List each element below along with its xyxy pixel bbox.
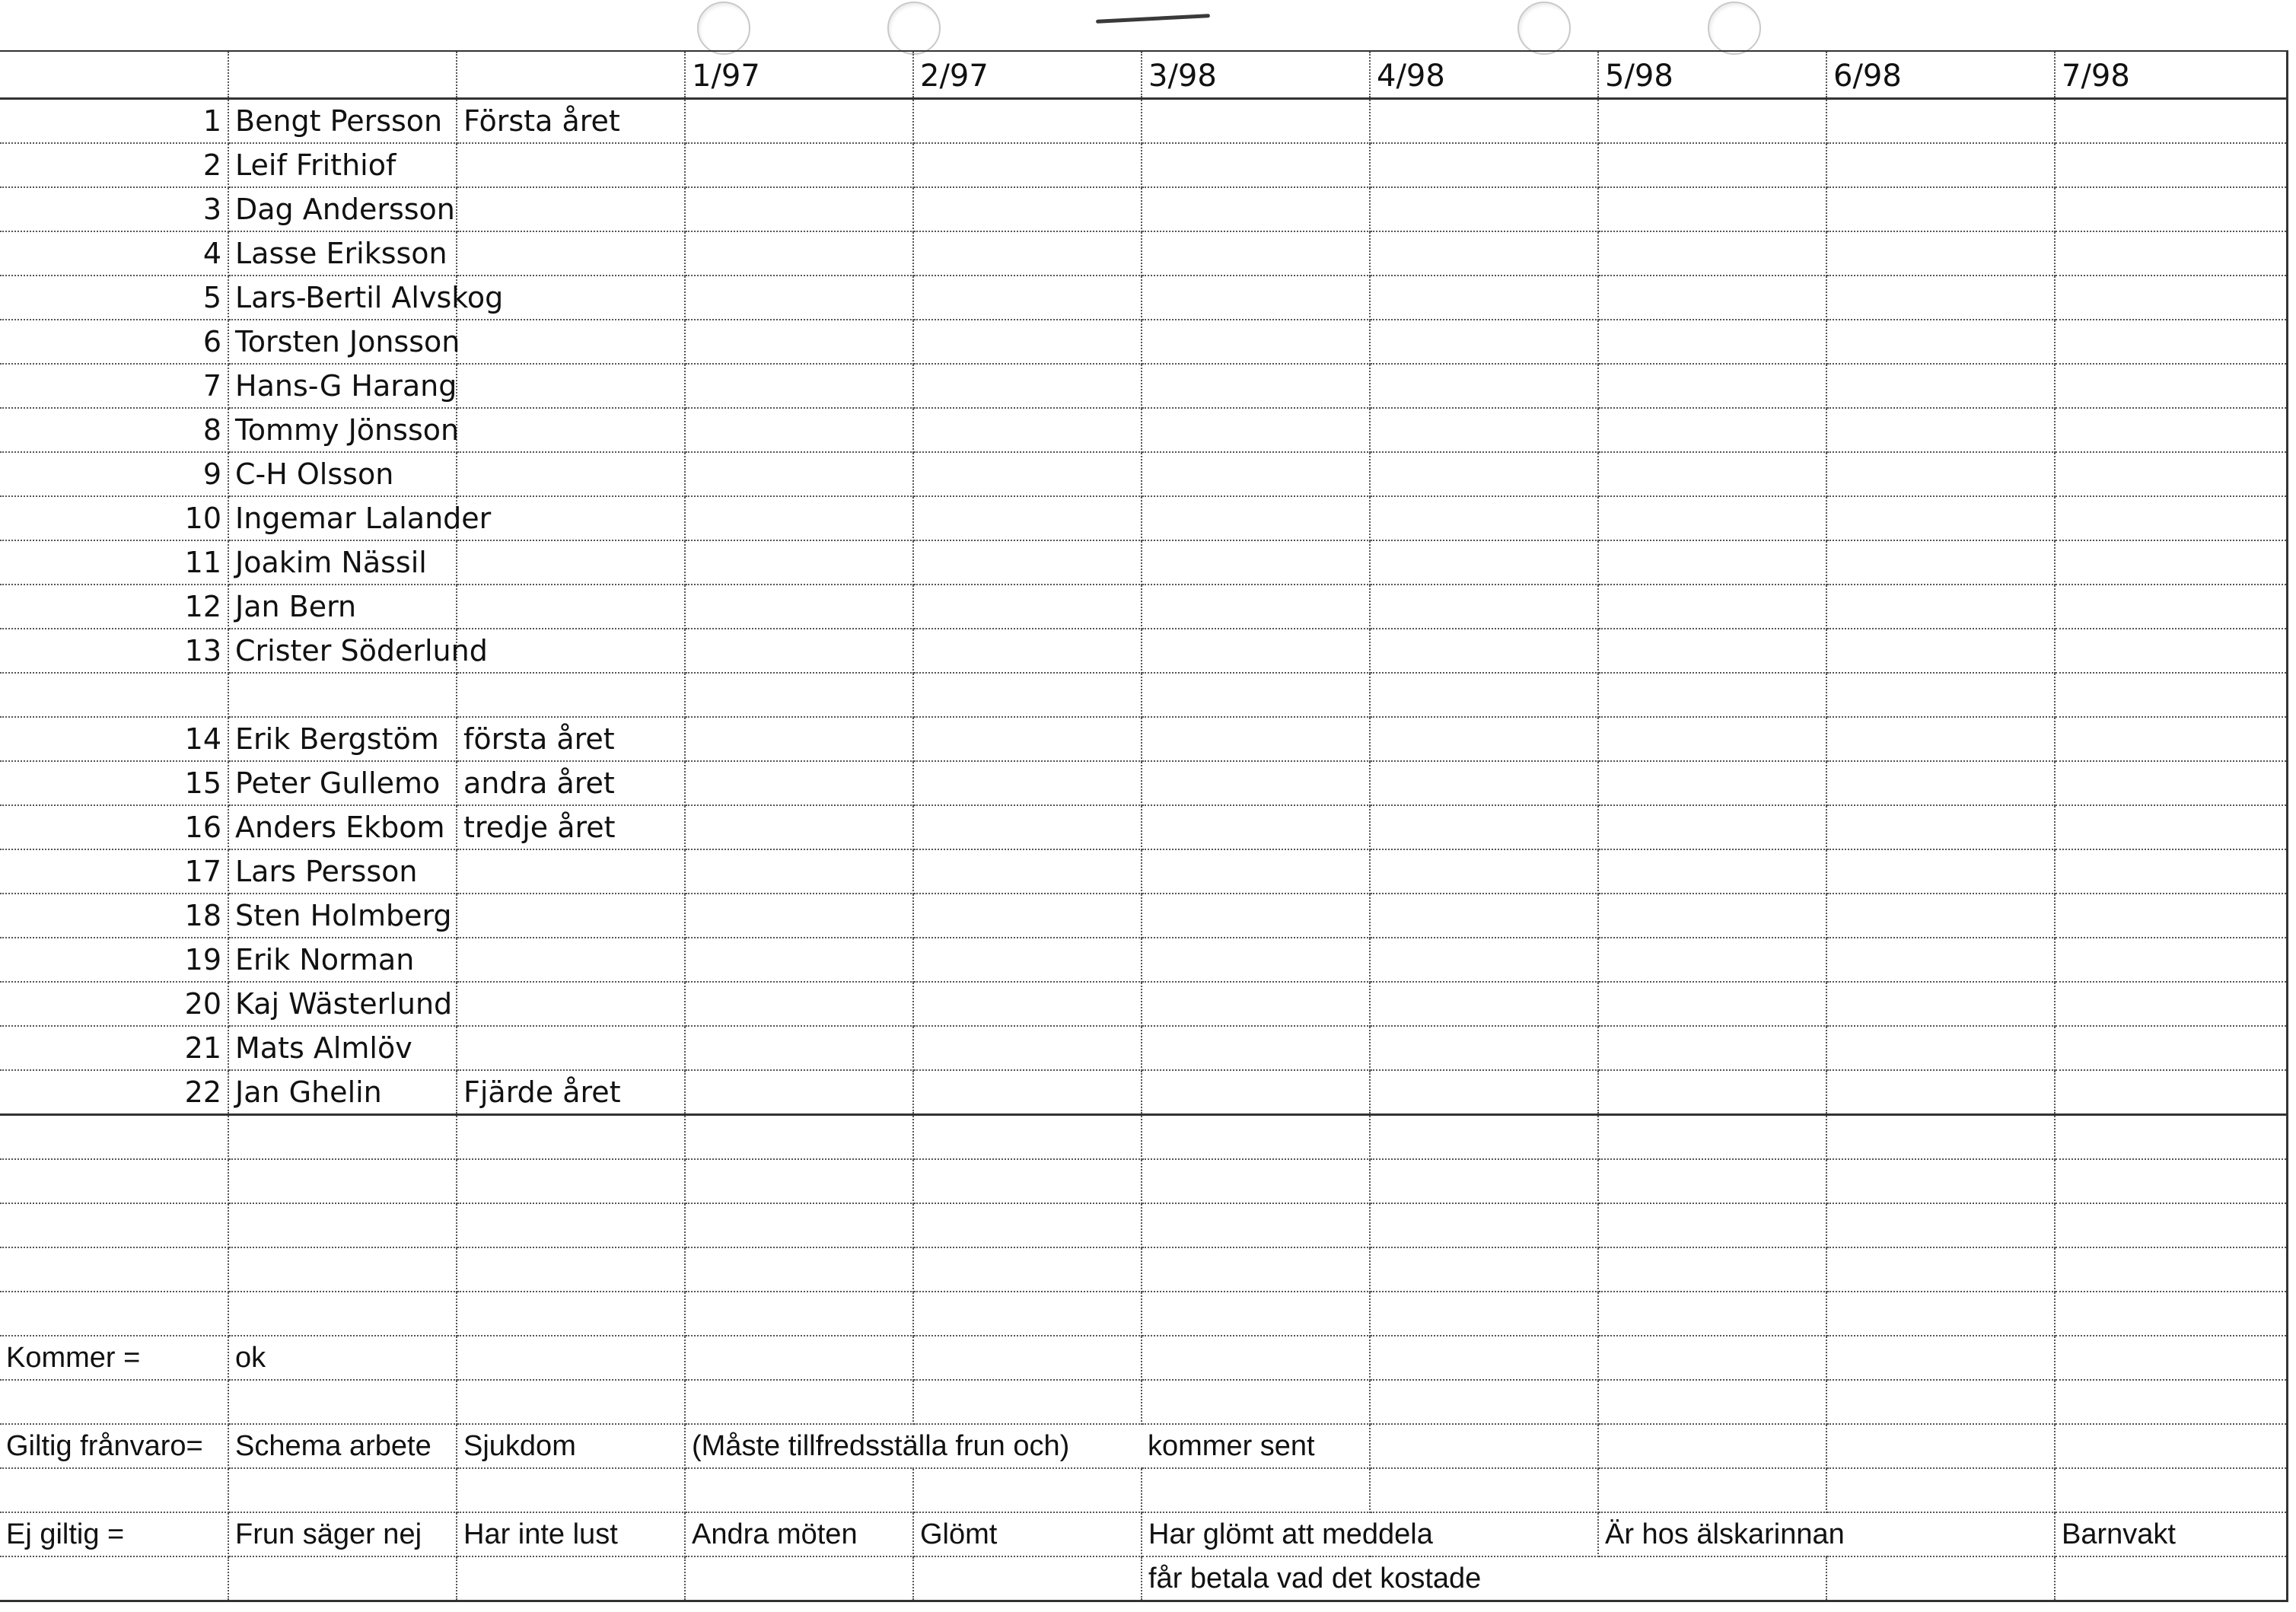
attendance-cell[interactable]	[1370, 231, 1598, 276]
attendance-cell[interactable]	[1142, 894, 1370, 938]
attendance-cell[interactable]	[1370, 761, 1598, 805]
member-name: Lasse Eriksson	[228, 231, 457, 276]
attendance-cell[interactable]	[685, 143, 913, 187]
attendance-cell[interactable]	[1370, 805, 1598, 849]
member-name: Crister Söderlund	[228, 629, 457, 673]
attendance-cell[interactable]	[685, 1026, 913, 1070]
attendance-cell[interactable]	[2055, 673, 2287, 717]
attendance-cell[interactable]	[2055, 364, 2287, 408]
attendance-cell[interactable]	[1826, 673, 2055, 717]
member-year	[457, 320, 685, 364]
attendance-cell[interactable]	[685, 540, 913, 585]
attendance-cell[interactable]	[913, 99, 1142, 144]
attendance-cell[interactable]	[685, 894, 913, 938]
attendance-cell[interactable]	[1142, 982, 1370, 1026]
member-year: andra året	[457, 761, 685, 805]
member-row	[0, 99, 2287, 144]
header-cell-number	[0, 51, 228, 99]
giltig-reason-sjukdom: Sjukdom	[457, 1424, 685, 1468]
attendance-cell[interactable]	[1370, 585, 1598, 629]
attendance-cell[interactable]	[2055, 585, 2287, 629]
header-cell-name	[228, 51, 457, 99]
attendance-cell[interactable]	[1142, 585, 1370, 629]
member-year	[457, 452, 685, 496]
member-number: 2	[0, 143, 228, 187]
member-number: 5	[0, 276, 228, 320]
attendance-cell[interactable]	[913, 894, 1142, 938]
member-year	[457, 364, 685, 408]
header-cell-year	[457, 51, 685, 99]
member-year	[457, 540, 685, 585]
member-name: C-H Olsson	[228, 452, 457, 496]
attendance-cell[interactable]	[1142, 1070, 1370, 1115]
member-name: Tommy Jönsson	[228, 408, 457, 452]
member-name: Torsten Jonsson	[228, 320, 457, 364]
attendance-cell[interactable]	[685, 673, 913, 717]
attendance-cell[interactable]	[1598, 408, 1826, 452]
member-year	[457, 231, 685, 276]
attendance-cell[interactable]	[1142, 717, 1370, 761]
member-name: Bengt Persson	[228, 99, 457, 144]
attendance-cell[interactable]	[913, 1026, 1142, 1070]
ej-giltig-reason-frun: Frun säger nej	[228, 1512, 457, 1556]
attendance-cell[interactable]	[1598, 894, 1826, 938]
attendance-cell[interactable]	[1142, 231, 1370, 276]
attendance-cell[interactable]	[1598, 938, 1826, 982]
attendance-cell[interactable]	[685, 982, 913, 1026]
blank-row	[0, 1468, 2287, 1512]
attendance-cell[interactable]	[685, 938, 913, 982]
attendance-cell[interactable]	[2055, 452, 2287, 496]
ej-giltig-reason-barnvakt: Barnvakt	[2055, 1512, 2287, 1556]
member-year: tredje året	[457, 805, 685, 849]
attendance-cell[interactable]	[1598, 187, 1826, 231]
blank-row	[0, 1292, 2287, 1336]
attendance-cell[interactable]	[913, 982, 1142, 1026]
attendance-cell[interactable]	[1370, 849, 1598, 894]
attendance-cell[interactable]	[1826, 761, 2055, 805]
member-row	[0, 805, 2287, 849]
member-name: Anders Ekbom	[228, 805, 457, 849]
member-number: 4	[0, 231, 228, 276]
attendance-cell[interactable]	[1826, 452, 2055, 496]
member-row	[0, 276, 2287, 320]
member-name: Hans-G Harang	[228, 364, 457, 408]
attendance-cell[interactable]	[1598, 1026, 1826, 1070]
attendance-cell[interactable]	[1826, 849, 2055, 894]
attendance-cell[interactable]	[685, 452, 913, 496]
attendance-cell[interactable]	[913, 761, 1142, 805]
member-name: Kaj Wästerlund	[228, 982, 457, 1026]
attendance-cell[interactable]	[1370, 894, 1598, 938]
attendance-cell[interactable]	[1370, 717, 1598, 761]
member-row	[0, 585, 2287, 629]
member-row	[0, 452, 2287, 496]
giltig-label: Giltig frånvaro=	[0, 1424, 228, 1468]
attendance-cell[interactable]	[1598, 717, 1826, 761]
attendance-cell[interactable]	[1142, 452, 1370, 496]
attendance-cell[interactable]	[1826, 540, 2055, 585]
member-row	[0, 364, 2287, 408]
attendance-cell[interactable]	[1142, 320, 1370, 364]
member-row	[0, 1070, 2287, 1115]
legend-kommer-row	[0, 1336, 2287, 1380]
member-row	[0, 938, 2287, 982]
blank-row	[0, 1380, 2287, 1424]
punch-hole-2	[887, 2, 941, 55]
attendance-cell[interactable]	[2055, 276, 2287, 320]
attendance-cell[interactable]	[1598, 143, 1826, 187]
period-header-4: 4/98	[1370, 51, 1598, 99]
legend-ej-giltig-row	[0, 1512, 2287, 1556]
header-row	[0, 51, 2287, 99]
attendance-cell[interactable]	[1826, 805, 2055, 849]
attendance-cell[interactable]	[2055, 496, 2287, 540]
attendance-cell[interactable]	[685, 629, 913, 673]
member-year	[457, 585, 685, 629]
attendance-cell[interactable]	[685, 364, 913, 408]
member-number: 6	[0, 320, 228, 364]
attendance-cell[interactable]	[685, 805, 913, 849]
punch-hole-3	[1517, 2, 1571, 55]
attendance-cell[interactable]	[1142, 1026, 1370, 1070]
attendance-cell[interactable]	[1370, 1026, 1598, 1070]
attendance-cell[interactable]	[685, 320, 913, 364]
attendance-cell[interactable]	[685, 717, 913, 761]
member-name: Jan Ghelin	[228, 1070, 457, 1115]
member-row	[0, 187, 2287, 231]
attendance-cell[interactable]	[913, 717, 1142, 761]
member-number: 19	[0, 938, 228, 982]
attendance-cell[interactable]	[1370, 1070, 1598, 1115]
attendance-cell[interactable]	[913, 629, 1142, 673]
member-number: 22	[0, 1070, 228, 1115]
attendance-cell[interactable]	[2055, 187, 2287, 231]
attendance-cell[interactable]	[1370, 540, 1598, 585]
blank-row	[0, 1203, 2287, 1247]
ej-giltig-reason-moten: Andra möten	[685, 1512, 913, 1556]
period-header-5: 5/98	[1598, 51, 1826, 99]
attendance-cell[interactable]	[685, 276, 913, 320]
attendance-cell[interactable]	[913, 938, 1142, 982]
member-year	[457, 1026, 685, 1070]
attendance-cell[interactable]	[1142, 805, 1370, 849]
member-year	[457, 673, 685, 717]
ej-giltig-reason-lust: Har inte lust	[457, 1512, 685, 1556]
ej-giltig-reason-alskarinnan: Är hos älskarinnan	[1598, 1512, 1826, 1556]
attendance-cell[interactable]	[913, 673, 1142, 717]
attendance-cell[interactable]	[1826, 143, 2055, 187]
member-name: Joakim Nässil	[228, 540, 457, 585]
attendance-cell[interactable]	[2055, 629, 2287, 673]
attendance-cell[interactable]	[913, 143, 1142, 187]
period-header-2: 2/97	[913, 51, 1142, 99]
member-row	[0, 408, 2287, 452]
member-name: Erik Bergstöm	[228, 717, 457, 761]
attendance-cell[interactable]	[1826, 99, 2055, 144]
member-number: 16	[0, 805, 228, 849]
attendance-cell[interactable]	[913, 496, 1142, 540]
member-row	[0, 231, 2287, 276]
attendance-cell[interactable]	[1142, 496, 1370, 540]
giltig-reason-schema: Schema arbete	[228, 1424, 457, 1468]
attendance-cell[interactable]	[1142, 673, 1370, 717]
attendance-cell[interactable]	[913, 276, 1142, 320]
member-row	[0, 849, 2287, 894]
member-year	[457, 982, 685, 1026]
attendance-cell[interactable]	[1598, 673, 1826, 717]
blank-row	[0, 1247, 2287, 1292]
member-row	[0, 320, 2287, 364]
member-number: 14	[0, 717, 228, 761]
attendance-cell[interactable]	[1598, 540, 1826, 585]
attendance-cell[interactable]	[1370, 673, 1598, 717]
attendance-cell[interactable]	[2055, 717, 2287, 761]
member-row	[0, 540, 2287, 585]
attendance-cell[interactable]	[2055, 320, 2287, 364]
attendance-cell[interactable]	[1598, 276, 1826, 320]
attendance-cell[interactable]	[1370, 143, 1598, 187]
attendance-cell[interactable]	[1598, 761, 1826, 805]
attendance-cell[interactable]	[2055, 761, 2287, 805]
attendance-cell[interactable]	[1598, 496, 1826, 540]
attendance-cell[interactable]	[1598, 99, 1826, 144]
attendance-cell[interactable]	[913, 408, 1142, 452]
legend-note-row	[0, 1556, 2287, 1601]
member-row	[0, 496, 2287, 540]
member-number: 17	[0, 849, 228, 894]
attendance-cell[interactable]	[1826, 629, 2055, 673]
attendance-cell[interactable]	[2055, 540, 2287, 585]
punch-hole-1	[697, 2, 750, 55]
attendance-cell[interactable]	[685, 761, 913, 805]
attendance-cell[interactable]	[2055, 894, 2287, 938]
attendance-table	[0, 50, 2288, 1602]
member-number: 13	[0, 629, 228, 673]
attendance-cell[interactable]	[1370, 320, 1598, 364]
attendance-cell[interactable]	[1826, 496, 2055, 540]
attendance-cell[interactable]	[1826, 231, 2055, 276]
attendance-cell[interactable]	[2055, 1070, 2287, 1115]
blank-row	[0, 1115, 2287, 1160]
attendance-cell[interactable]	[1370, 276, 1598, 320]
attendance-cell[interactable]	[2055, 849, 2287, 894]
member-number: 9	[0, 452, 228, 496]
attendance-cell[interactable]	[1598, 805, 1826, 849]
attendance-cell[interactable]	[1598, 231, 1826, 276]
attendance-cell[interactable]	[1598, 585, 1826, 629]
attendance-cell[interactable]	[1826, 1070, 2055, 1115]
attendance-cell[interactable]	[2055, 805, 2287, 849]
attendance-cell[interactable]	[685, 187, 913, 231]
member-name: Peter Gullemo	[228, 761, 457, 805]
member-name: Leif Frithiof	[228, 143, 457, 187]
attendance-cell[interactable]	[913, 320, 1142, 364]
member-number: 7	[0, 364, 228, 408]
kommer-label: Kommer =	[0, 1336, 228, 1380]
member-year	[457, 629, 685, 673]
attendance-cell[interactable]	[1370, 452, 1598, 496]
member-year	[457, 894, 685, 938]
attendance-cell[interactable]	[1826, 938, 2055, 982]
blank-row	[0, 673, 2287, 717]
ej-giltig-reason-glomt: Glömt	[913, 1512, 1142, 1556]
member-year	[457, 143, 685, 187]
period-header-6: 6/98	[1826, 51, 2055, 99]
attendance-cell[interactable]	[685, 1070, 913, 1115]
attendance-cell[interactable]	[1370, 496, 1598, 540]
attendance-cell[interactable]	[913, 1070, 1142, 1115]
attendance-cell[interactable]	[685, 231, 913, 276]
member-row	[0, 629, 2287, 673]
attendance-cell[interactable]	[1142, 143, 1370, 187]
member-year: första året	[457, 717, 685, 761]
member-number	[0, 673, 228, 717]
member-row	[0, 1026, 2287, 1070]
member-row	[0, 982, 2287, 1026]
attendance-cell[interactable]	[1826, 717, 2055, 761]
member-year	[457, 187, 685, 231]
member-year	[457, 849, 685, 894]
attendance-cell[interactable]	[913, 187, 1142, 231]
attendance-cell[interactable]	[685, 408, 913, 452]
attendance-cell[interactable]	[685, 585, 913, 629]
attendance-cell[interactable]	[1142, 540, 1370, 585]
attendance-cell[interactable]	[1598, 1070, 1826, 1115]
attendance-cell[interactable]	[1370, 938, 1598, 982]
attendance-cell[interactable]	[1598, 629, 1826, 673]
giltig-reason-note: (Måste tillfredsställa frun och)	[685, 1424, 1142, 1468]
member-name: Erik Norman	[228, 938, 457, 982]
member-row	[0, 717, 2287, 761]
period-header-3: 3/98	[1142, 51, 1370, 99]
attendance-cell[interactable]	[2055, 143, 2287, 187]
kommer-value: ok	[228, 1336, 457, 1380]
legend-giltig-row	[0, 1424, 2287, 1468]
member-number: 21	[0, 1026, 228, 1070]
member-year: Fjärde året	[457, 1070, 685, 1115]
member-number: 11	[0, 540, 228, 585]
attendance-cell[interactable]	[2055, 982, 2287, 1026]
attendance-cell[interactable]	[913, 452, 1142, 496]
punch-hole-4	[1708, 2, 1761, 55]
member-row	[0, 894, 2287, 938]
attendance-cell[interactable]	[2055, 1026, 2287, 1070]
attendance-cell[interactable]	[1826, 408, 2055, 452]
attendance-cell[interactable]	[1826, 187, 2055, 231]
member-name: Sten Holmberg	[228, 894, 457, 938]
member-name	[228, 673, 457, 717]
member-name: Lars Persson	[228, 849, 457, 894]
attendance-cell[interactable]	[1142, 761, 1370, 805]
member-number: 3	[0, 187, 228, 231]
attendance-cell[interactable]	[1142, 408, 1370, 452]
blank-row	[0, 1159, 2287, 1203]
attendance-cell[interactable]	[1142, 629, 1370, 673]
attendance-cell[interactable]	[1370, 364, 1598, 408]
attendance-cell[interactable]	[2055, 231, 2287, 276]
attendance-cell[interactable]	[685, 849, 913, 894]
member-rows	[0, 99, 2287, 1115]
member-name: Mats Almlöv	[228, 1026, 457, 1070]
attendance-cell[interactable]	[1370, 629, 1598, 673]
attendance-cell[interactable]	[685, 99, 913, 144]
attendance-cell[interactable]	[1142, 99, 1370, 144]
member-name: Ingemar Lalander	[228, 496, 457, 540]
ej-giltig-reason-meddela: Har glömt att meddela	[1142, 1512, 1370, 1556]
attendance-cell[interactable]	[913, 364, 1142, 408]
period-header-1: 1/97	[685, 51, 913, 99]
attendance-cell[interactable]	[1598, 452, 1826, 496]
member-number: 18	[0, 894, 228, 938]
attendance-cell[interactable]	[1826, 364, 2055, 408]
attendance-cell[interactable]	[685, 496, 913, 540]
attendance-cell[interactable]	[913, 585, 1142, 629]
attendance-cell[interactable]	[1142, 938, 1370, 982]
member-row	[0, 761, 2287, 805]
attendance-cell[interactable]	[1826, 1026, 2055, 1070]
member-year: Första året	[457, 99, 685, 144]
attendance-cell[interactable]	[1826, 894, 2055, 938]
member-number: 12	[0, 585, 228, 629]
member-name: Dag Andersson	[228, 187, 457, 231]
member-year	[457, 938, 685, 982]
attendance-cell[interactable]	[1370, 187, 1598, 231]
attendance-cell[interactable]	[1142, 276, 1370, 320]
attendance-cell[interactable]	[2055, 408, 2287, 452]
member-number: 15	[0, 761, 228, 805]
member-name: Jan Bern	[228, 585, 457, 629]
attendance-cell[interactable]	[1826, 585, 2055, 629]
ej-giltig-note: får betala vad det kostade	[1142, 1556, 1598, 1601]
attendance-cell[interactable]	[1598, 849, 1826, 894]
staple-mark	[1096, 14, 1210, 24]
attendance-cell[interactable]	[2055, 938, 2287, 982]
member-number: 20	[0, 982, 228, 1026]
attendance-cell[interactable]	[1370, 982, 1598, 1026]
attendance-cell[interactable]	[1598, 320, 1826, 364]
ej-giltig-label: Ej giltig =	[0, 1512, 228, 1556]
member-name: Lars-Bertil Alvskog	[228, 276, 457, 320]
attendance-cell[interactable]	[2055, 99, 2287, 144]
member-number: 1	[0, 99, 228, 144]
attendance-sheet	[0, 50, 2287, 1603]
attendance-cell[interactable]	[1826, 276, 2055, 320]
attendance-cell[interactable]	[1142, 364, 1370, 408]
member-number: 8	[0, 408, 228, 452]
attendance-cell[interactable]	[913, 231, 1142, 276]
attendance-cell[interactable]	[1598, 364, 1826, 408]
attendance-cell[interactable]	[1142, 849, 1370, 894]
member-row	[0, 143, 2287, 187]
member-year	[457, 496, 685, 540]
member-number: 10	[0, 496, 228, 540]
giltig-reason-sent: kommer sent	[1142, 1424, 1370, 1468]
member-year	[457, 408, 685, 452]
attendance-cell[interactable]	[913, 849, 1142, 894]
attendance-cell[interactable]	[913, 805, 1142, 849]
period-header-7: 7/98	[2055, 51, 2287, 99]
attendance-cell[interactable]	[1826, 982, 2055, 1026]
attendance-cell[interactable]	[1370, 99, 1598, 144]
attendance-cell[interactable]	[1598, 982, 1826, 1026]
attendance-cell[interactable]	[1826, 320, 2055, 364]
attendance-cell[interactable]	[1370, 408, 1598, 452]
attendance-cell[interactable]	[1142, 187, 1370, 231]
attendance-cell[interactable]	[913, 540, 1142, 585]
